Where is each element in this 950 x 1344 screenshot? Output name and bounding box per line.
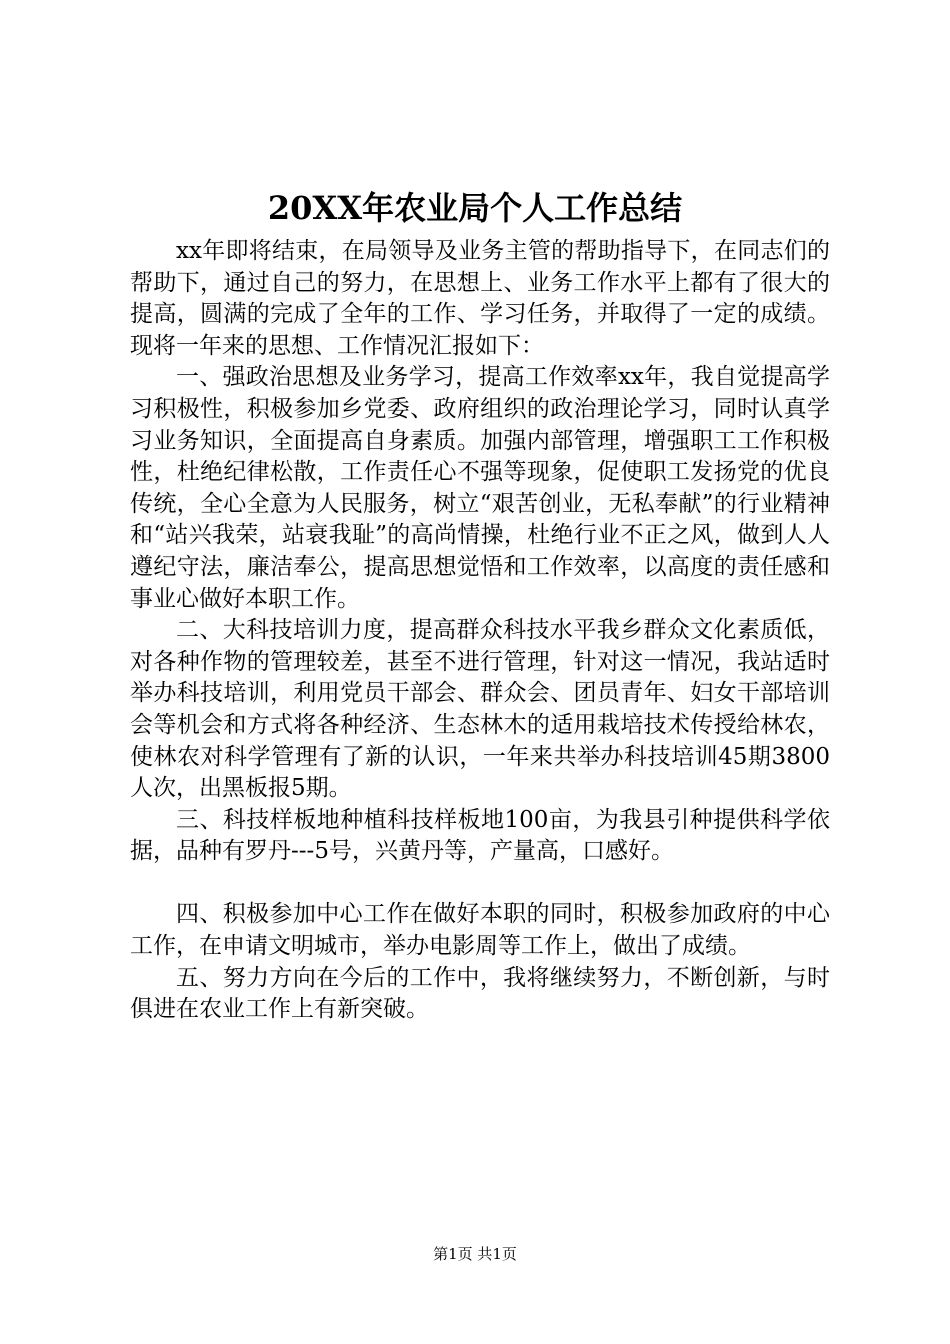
page-number-footer: 第1页 共1页 [433, 1245, 517, 1263]
paragraph-section-5: 五、努力方向在今后的工作中，我将继续努力，不断创新，与时俱进在农业工作上有新突破。 [130, 964, 830, 1023]
paragraph-section-3: 三、科技样板地种植科技样板地100亩，为我县引种提供科学依据，品种有罗丹---5号，兴黄丹等，产量高，口感好。 [130, 806, 830, 865]
paragraph-section-4: 四、积极参加中心工作在做好本职的同时，积极参加政府的中心工作，在申请文明城市，举办电影周等工作上，做出了成绩。 [130, 901, 830, 960]
paragraph-section-2: 二、大科技培训力度，提高群众科技水平我乡群众文化素质低，对各种作物的管理较差，甚至不进行管理，针对这一情况，我站适时举办科技培训，利用党员干部会、群众会、团员青年、妇女干部培训会等机会和方式将各种经济、生态林木的适用栽培技术传授给林农，使林农对科学管理有了新的认识，一年来共举办科技培训45期3800人次，出黑板报5期。 [130, 617, 830, 802]
document-body [130, 236, 830, 1026]
document-title: 20XX年农业局个人工作总结 [267, 189, 683, 227]
paragraph-section-1: 一、强政治思想及业务学习，提高工作效率xx年，我自觉提高学习积极性，积极参加乡党委、政府组织的政治理论学习，同时认真学习业务知识，全面提高自身素质。加强内部管理，增强职工工作积极性，杜绝纪律松散，工作责任心不强等现象，促使职工发扬党的优良传统，全心全意为人民服务，树立“艰苦创业，无私奉献”的行业精神和“站兴我荣，站衰我耻”的高尚情操，杜绝行业不正之风，做到人人遵纪守法，廉洁奉公，提高思想觉悟和工作效率，以高度的责任感和事业心做好本职工作。 [130, 364, 830, 612]
paragraph-spacer [130, 868, 830, 900]
paragraph-intro: xx年即将结束，在局领导及业务主管的帮助指导下，在同志们的帮助下，通过自己的努力，在思想上、业务工作水平上都有了很大的提高，圆满的完成了全年的工作、学习任务，并取得了一定的成绩。现将一年来的思想、工作情况汇报如下： [130, 238, 830, 359]
